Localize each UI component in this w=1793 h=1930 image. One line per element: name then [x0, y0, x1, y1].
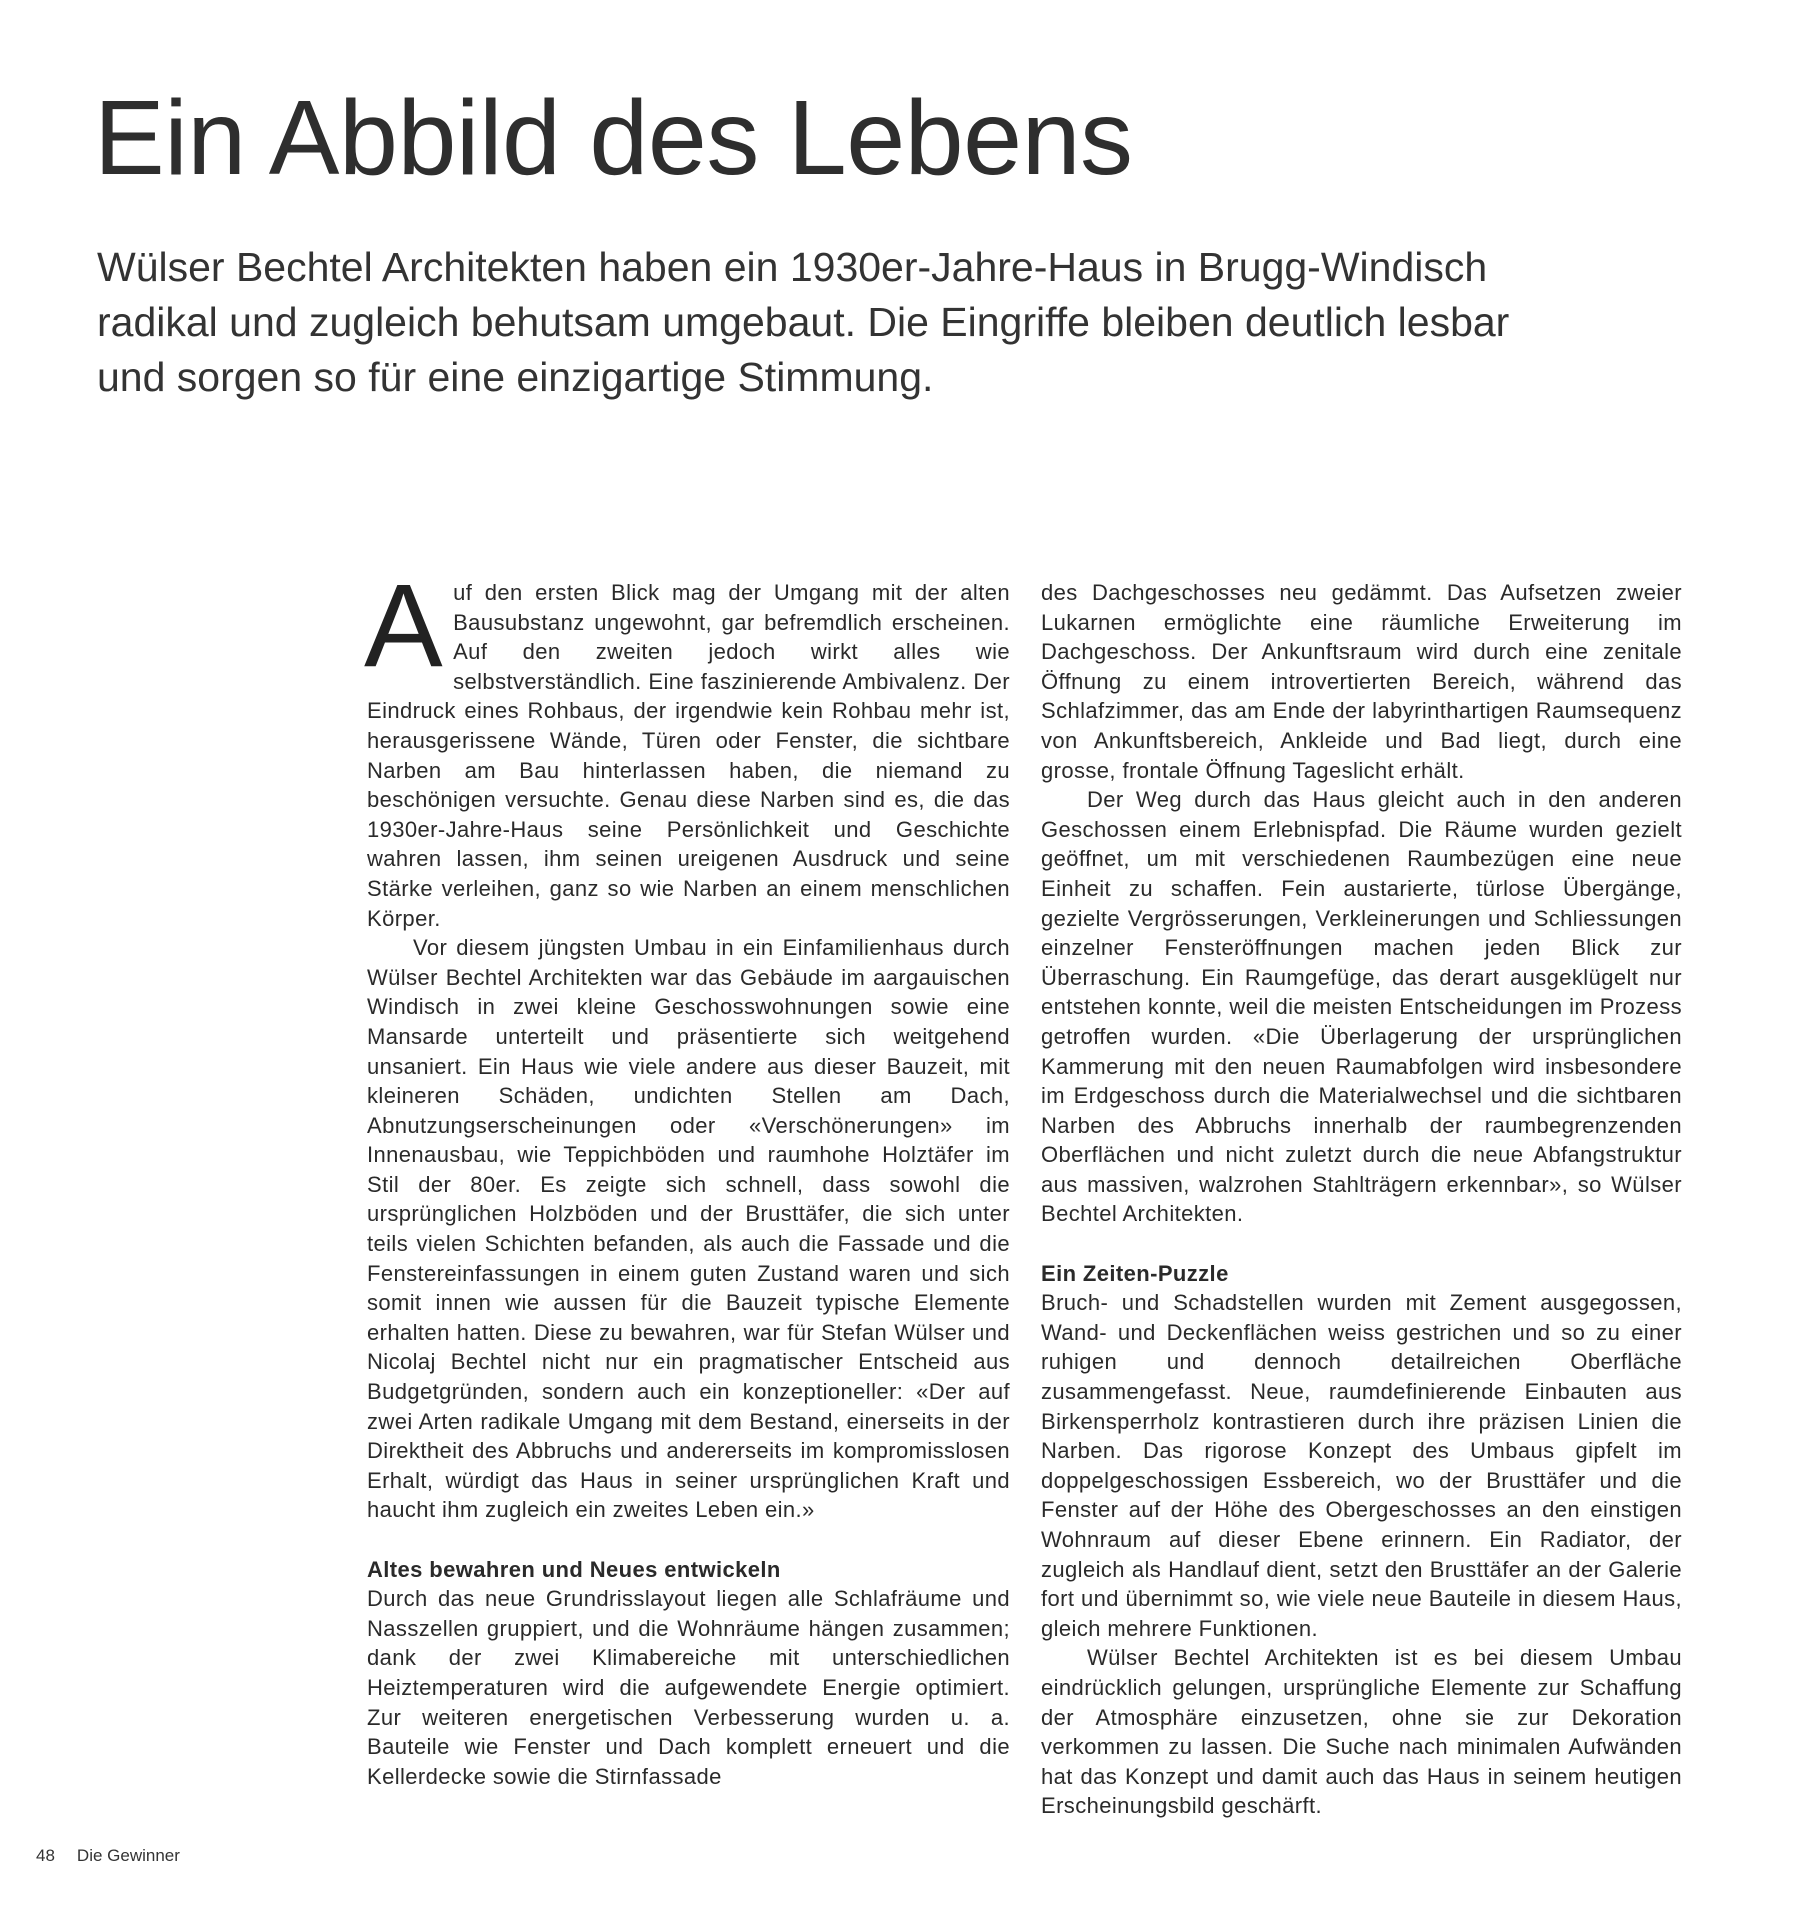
paragraph: Durch das neue Grundrisslayout liegen alle Schlafräume und Nasszellen gruppiert, und die Wohnräume hängen zusammen; dank der zwei Klimabereiche mit unterschiedlichen Heiztemperaturen wird die aufgewendete Energie optimiert. Zur weiteren energetischen Verbesserung wurden u. a. Bauteile wie Fenster und Dach komplett erneuert und die Kellerdecke sowie die Stirnfassade — [367, 1586, 1010, 1789]
paragraph-continued: des Dachgeschosses neu gedämmt. Das Aufsetzen zweier Lukarnen ermöglichte eine räumliche Erweiterung im Dachgeschoss. Der Ankunftsraum wird durch eine zenitale Öffnung zu einem introvertierten Bereich, während das Schlafzimmer, das am Ende der labyrinthartigen Raumsequenz von Ankunftsbereich, Ankleide und Bad liegt, durch eine grosse, frontale Öffnung Tageslicht erhält. — [1041, 580, 1682, 783]
paragraph: Vor diesem jüngsten Umbau in ein Einfamilienhaus durch Wülser Bechtel Architekten war das Gebäude im aargauischen Windisch in zwei kleine Geschosswohnungen sowie eine Mansarde unterteilt und präsentierte sich weitgehend unsaniert. Ein Haus wie viele andere aus dieser Bauzeit, mit kleineren Schäden, undichten Stellen am Dach, Abnutzungserscheinungen oder «Verschönerungen» im Innenausbau, wie Teppichböden und raumhohe Holztäfer im Stil der 80er. Es zeigte sich schnell, dass sowohl die ursprünglichen Holzböden und der Brusttäfer, die sich unter teils vielen Schichten befanden, als auch die Fassade und die Fenstereinfassungen in einem guten Zustand waren und sich somit innen wie aussen für die Bauzeit typische Elemente erhalten hatten. Diese zu bewahren, war für Stefan Wülser und Nicolaj Bechtel nicht nur ein pragmatischer Entscheid aus Budgetgründen, sondern auch ein konzeptioneller: «Der auf zwei Arten radikale Umgang mit dem Bestand, einerseits in der Direktheit des Abbruchs und andererseits im kompromisslosen Erhalt, würdigt das Haus in seiner ursprünglichen Kraft und haucht ihm zugleich ein zweites Leben ein.» — [367, 935, 1010, 1523]
section-heading: Altes bewahren und Neues entwickeln — [367, 1556, 781, 1582]
article-title: Ein Abbild des Lebens — [94, 79, 1133, 197]
section-heading: Ein Zeiten-Puzzle — [1041, 1260, 1229, 1286]
paragraph: Wülser Bechtel Architekten ist es bei diesem Umbau eindrücklich gelungen, ursprüngliche Elemente zur Schaffung der Atmosphäre einzusetzen, ohne sie zur Dekoration verkommen zu lassen. Die Suche nach minimalen Aufwänden hat das Konzept und damit auch das Haus in seinem heutigen Erscheinungsbild geschärft. — [1041, 1645, 1682, 1819]
text-column-right — [1041, 578, 1682, 1821]
section-name: Die Gewinner — [76, 1846, 180, 1865]
article-subtitle: Wülser Bechtel Architekten haben ein 1930er-Jahre-Haus in Brugg-Windisch radikal und zugleich behutsam umgebaut. Die Eingriffe bleiben deutlich lesbar und sorgen so für eine einzigartige Stimmung. — [97, 244, 1510, 400]
text-column-left — [364, 560, 1010, 1791]
paragraph-intro — [364, 560, 1010, 933]
paragraph: Der Weg durch das Haus gleicht auch in den anderen Geschossen einem Erlebnispfad. Die Räume wurden gezielt geöffnet, um mit verschiedenen Raumbezügen eine neue Einheit zu schaffen. Fein austarierte, türlose Übergänge, gezielte Vergrösserungen, Verkleinerungen und Schliessungen einzelner Fensteröffnungen machen jeden Blick zur Überraschung. Ein Raumgefüge, das derart ausgeklügelt nur entstehen konnte, weil die meisten Entscheidungen im Prozess getroffen wurden. «Die Überlagerung der ursprünglichen Kammerung mit den neuen Raumabfolgen wird insbesondere im Erdgeschoss durch die Materialwechsel und die sichtbaren Narben des Abbruchs innerhalb der raumbegrenzenden Oberflächen und nicht zuletzt durch die neue Abfangstruktur aus massiven, walzrohen Stahlträgern erkennbar», so Wülser Bechtel Architekten. — [1041, 787, 1682, 1227]
paragraph-text: uf den ersten Blick mag der Umgang mit der alten Bausubstanz ungewohnt, gar befremdlich erscheinen. Auf den zweiten jedoch wirkt alles wie selbstverständlich. Eine faszinierende Ambivalenz. Der Eindruck eines Rohbaus, der irgendwie kein Rohbau mehr ist, herausgerissene Wände, Türen oder Fenster, die sichtbare Narben am Bau hinterlassen haben, die niemand zu beschönigen versuchte. Genau diese Narben sind es, die das 1930er-Jahre-Haus seine Persönlichkeit und Geschichte wahren lassen, ihm seinen ureigenen Ausdruck und seine Stärke verleihen, ganz so wie Narben an einem menschlichen Körper. — [367, 580, 1010, 931]
paragraph: Bruch- und Schadstellen wurden mit Zement ausgegossen, Wand- und Deckenflächen weiss gestrichen und so zu einer ruhigen und dennoch detailreichen Oberfläche zusammengefasst. Neue, raumdefinierende Einbauten aus Birkensperrholz kontrastieren durch ihre präzisen Linien die Narben. Das rigorose Konzept des Umbaus gipfelt im doppelgeschossigen Essbereich, wo der Brusttäfer und die Fenster auf der Höhe des Obergeschosses an den einstigen Wohnraum auf dieser Ebene erinnern. Ein Radiator, der zugleich als Handlauf dient, setzt den Brusttäfer an der Galerie fort und übernimmt so, wie viele neue Bauteile in diesem Haus, gleich mehrere Funktionen. — [1041, 1290, 1682, 1641]
page-number: 48 — [36, 1846, 55, 1865]
page-footer — [36, 1846, 202, 1866]
drop-cap: A — [364, 560, 444, 692]
